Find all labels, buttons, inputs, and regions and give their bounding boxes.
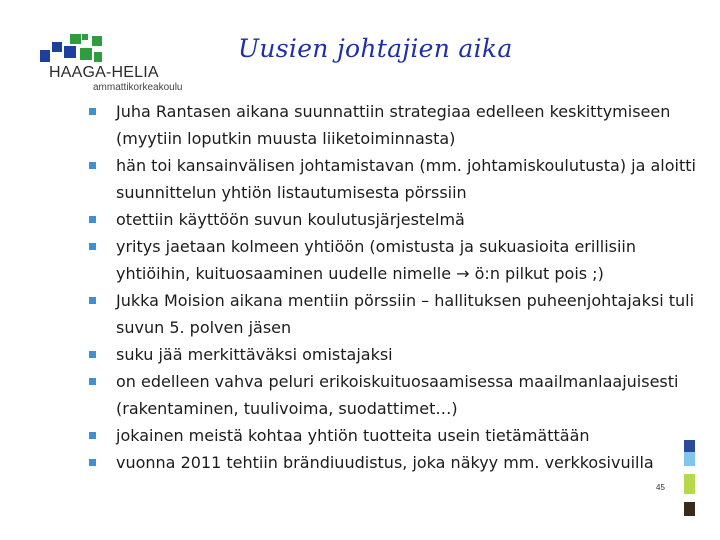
slide-title: Uusien johtajien aika xyxy=(238,34,513,63)
bullet-square-icon xyxy=(89,351,96,358)
bullet-text: suku jää merkittäväksi omistajaksi xyxy=(116,345,393,364)
bullet-text: jokainen meistä kohtaa yhtiön tuotteita usein tietämättään xyxy=(116,426,590,445)
logo-mark-icon xyxy=(40,32,106,66)
bullet-square-icon xyxy=(89,216,96,223)
deco-block-brown xyxy=(684,502,695,516)
deco-block-lightblue xyxy=(684,452,695,466)
list-item xyxy=(89,287,707,341)
list-item xyxy=(89,422,707,449)
deco-block-green xyxy=(684,474,695,494)
list-item xyxy=(89,341,707,368)
bullet-text: hän toi kansainvälisen johtamistavan (mm. johtamiskoulutusta) ja aloitti suunnittelun yhtiön listautumisesta pörssiin xyxy=(116,156,696,202)
bullet-text: Juha Rantasen aikana suunnattiin strategiaa edelleen keskittymiseen (myytiin loputkin muusta liiketoiminnasta) xyxy=(116,102,671,148)
bullet-square-icon xyxy=(89,378,96,385)
bullet-square-icon xyxy=(89,297,96,304)
bullet-text: on edelleen vahva peluri erikoiskuituosaamisessa maailmanlaajuisesti (rakentaminen, tuulivoima, suodattimet…) xyxy=(116,372,679,418)
bullet-square-icon xyxy=(89,459,96,466)
list-item xyxy=(89,98,707,152)
bullet-square-icon xyxy=(89,432,96,439)
bullet-text: otettiin käyttöön suvun koulutusjärjestelmä xyxy=(116,210,465,229)
bullet-text: Jukka Moision aikana mentiin pörssiin – hallituksen puheenjohtajaksi tuli suvun 5. polven jäsen xyxy=(116,291,695,337)
bullet-square-icon xyxy=(89,108,96,115)
bullet-square-icon xyxy=(89,162,96,169)
logo-name: HAAGA-HELIA xyxy=(49,64,159,81)
bullet-text: yritys jaetaan kolmeen yhtiöön (omistusta ja sukuasioita erillisiin yhtiöihin, kuituosaaminen uudelle nimelle → ö:n pilkut pois ;) xyxy=(116,237,637,283)
bullet-list xyxy=(89,98,707,476)
bullet-text: vuonna 2011 tehtiin brändiuudistus, joka näkyy mm. verkkosivuilla xyxy=(116,453,654,472)
list-item xyxy=(89,206,707,233)
list-item xyxy=(89,233,707,287)
page-number: 45 xyxy=(656,483,665,492)
list-item xyxy=(89,152,707,206)
logo-subtitle: ammattikorkeakoulu xyxy=(93,82,183,93)
bullet-square-icon xyxy=(89,243,96,250)
list-item xyxy=(89,449,707,476)
list-item xyxy=(89,368,707,422)
